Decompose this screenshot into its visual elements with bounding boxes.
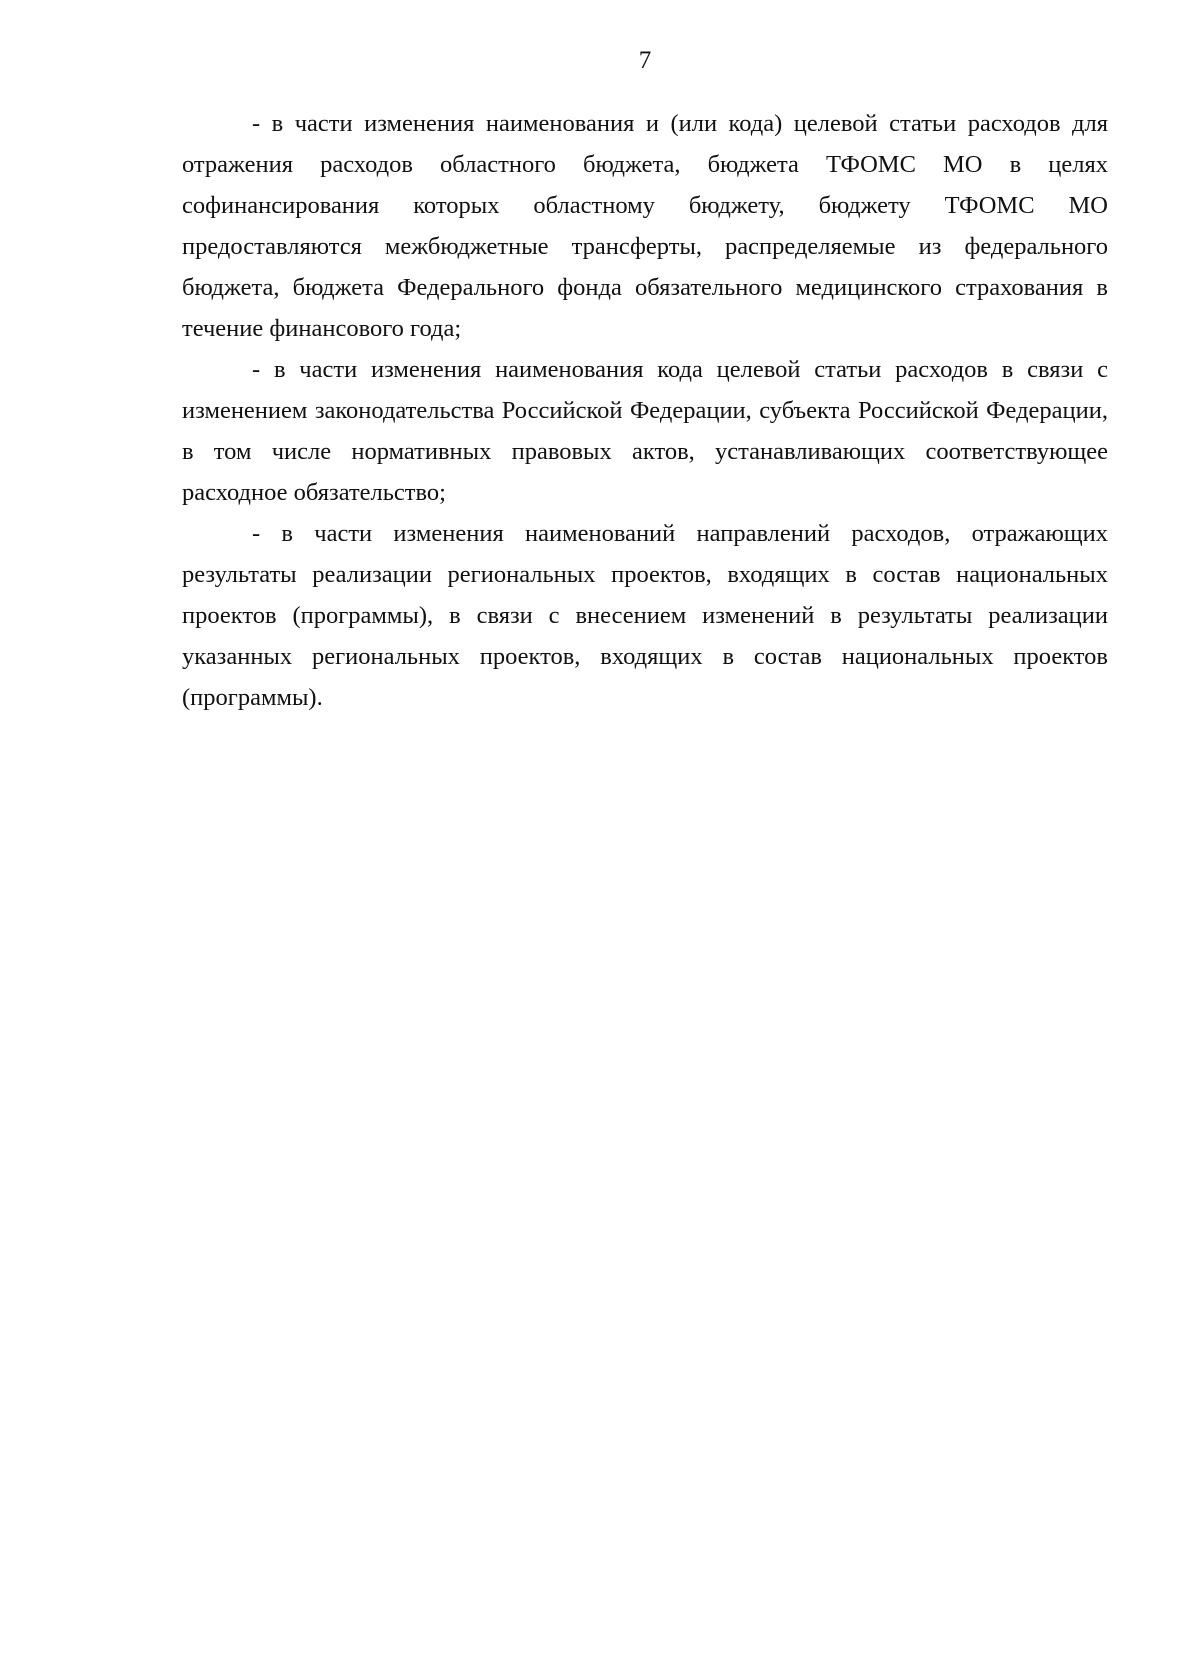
page-number: 7 bbox=[638, 47, 652, 74]
document-body bbox=[182, 103, 1108, 718]
paragraph-legislation-change: - в части изменения наименования кода целевой статьи расходов в связи с изменением законодательства Российской Федерации, субъекта Российской Федерации, в том числе нормативных правовых актов, устанавливающих соответствующее расходное обязательство; bbox=[182, 356, 1108, 506]
paragraph-target-article-code-change: - в части изменения наименования и (или кода) целевой статьи расходов для отражения расходов областного бюджета, бюджета ТФОМС МО в целях софинансирования которых областному бюджету, бюджету ТФОМС МО предоставляются межбюджетные трансферты, распределяемые из федерального бюджета, бюджета Федерального фонда обязательного медицинского страхования в течение финансового года; bbox=[182, 110, 1108, 342]
paragraph-regional-projects-change: - в части изменения наименований направлений расходов, отражающих результаты реализации региональных проектов, входящих в состав национальных проектов (программы), в связи с внесением изменений в результаты реализации указанных региональных проектов, входящих в состав национальных проектов (программы). bbox=[182, 520, 1108, 711]
